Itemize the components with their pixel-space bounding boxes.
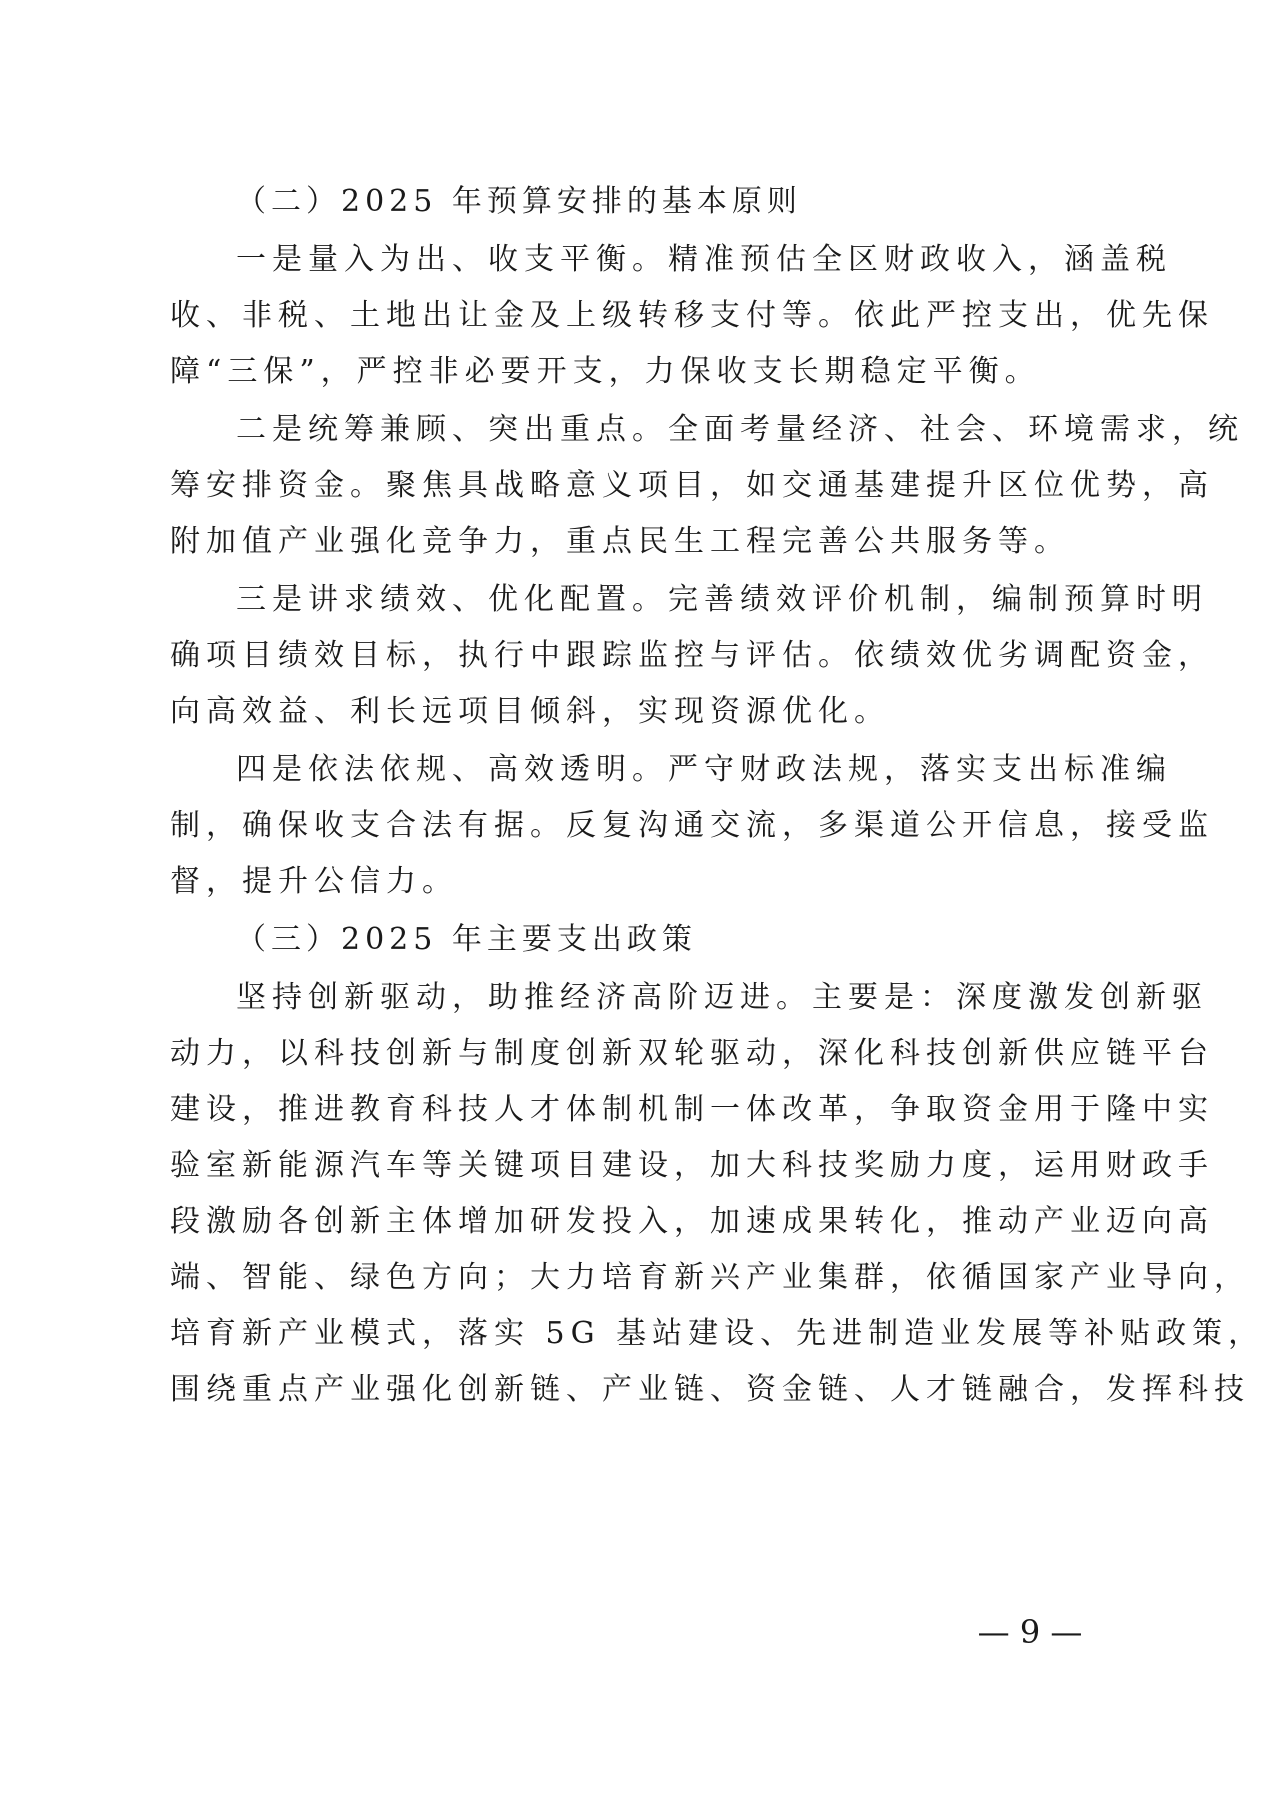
paragraph-3-line-2: 确项目绩效目标，执行中跟踪监控与评估。依绩效优劣调配资金， bbox=[170, 638, 1214, 673]
paragraph-4-line-2: 制，确保收支合法有据。反复沟通交流，多渠道公开信息，接受监 bbox=[170, 808, 1214, 843]
paragraph-5-line-3: 建设，推进教育科技人才体制机制一体改革，争取资金用于隆中实 bbox=[170, 1092, 1214, 1127]
paragraph-4-line-1: 四是依法依规、高效透明。严守财政法规，落实支出标准编 bbox=[236, 752, 1172, 787]
paragraph-2-line-3: 附加值产业强化竞争力，重点民生工程完善公共服务等。 bbox=[170, 524, 1070, 559]
paragraph-5-line-4: 验室新能源汽车等关键项目建设，加大科技奖励力度，运用财政手 bbox=[170, 1148, 1214, 1183]
section-heading-3: （三）2025 年主要支出政策 bbox=[236, 922, 697, 957]
paragraph-1-line-1: 一是量入为出、收支平衡。精准预估全区财政收入，涵盖税 bbox=[236, 242, 1172, 277]
paragraph-1-line-2: 收、非税、土地出让金及上级转移支付等。依此严控支出，优先保 bbox=[170, 298, 1214, 333]
paragraph-4-line-3: 督，提升公信力。 bbox=[170, 864, 458, 899]
paragraph-5-line-2: 动力，以科技创新与制度创新双轮驱动，深化科技创新供应链平台 bbox=[170, 1036, 1214, 1071]
paragraph-5-line-1: 坚持创新驱动，助推经济高阶迈进。主要是：深度激发创新驱 bbox=[236, 980, 1208, 1015]
page-number: — 9 — bbox=[977, 1613, 1083, 1651]
paragraph-2-line-1: 二是统筹兼顾、突出重点。全面考量经济、社会、环境需求，统 bbox=[236, 412, 1244, 447]
paragraph-2-line-2: 筹安排资金。聚焦具战略意义项目，如交通基建提升区位优势，高 bbox=[170, 468, 1214, 503]
paragraph-3-line-3: 向高效益、利长远项目倾斜，实现资源优化。 bbox=[170, 694, 890, 729]
paragraph-5-line-6: 端、智能、绿色方向；大力培育新兴产业集群，依循国家产业导向， bbox=[170, 1260, 1250, 1295]
paragraph-5-line-5: 段激励各创新主体增加研发投入，加速成果转化，推动产业迈向高 bbox=[170, 1204, 1214, 1239]
section-heading-2: （二）2025 年预算安排的基本原则 bbox=[236, 184, 802, 219]
paragraph-5-line-7: 培育新产业模式，落实 5G 基站建设、先进制造业发展等补贴政策， bbox=[170, 1316, 1265, 1351]
paragraph-5-line-8: 围绕重点产业强化创新链、产业链、资金链、人才链融合，发挥科技 bbox=[170, 1372, 1250, 1407]
paragraph-3-line-1: 三是讲求绩效、优化配置。完善绩效评价机制，编制预算时明 bbox=[236, 582, 1208, 617]
paragraph-1-line-3: 障“三保”，严控非必要开支，力保收支长期稳定平衡。 bbox=[170, 354, 1041, 389]
